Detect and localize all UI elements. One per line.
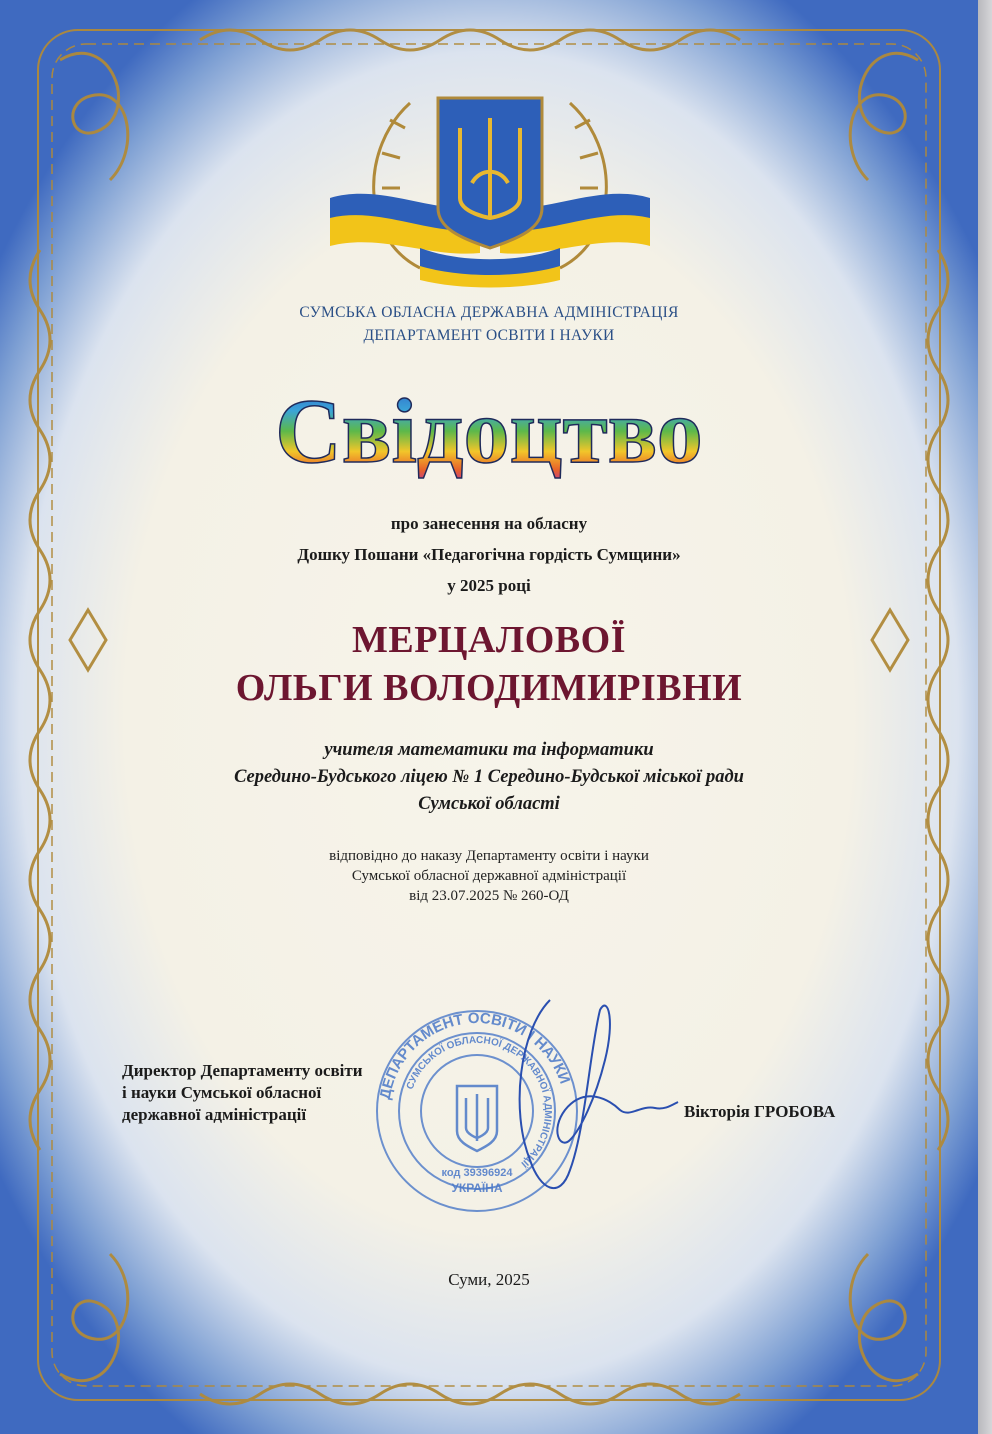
stamp-country: УКРАЇНА [451, 1181, 503, 1195]
role-line-3: Сумської області [418, 794, 560, 814]
department-name: ДЕПАРТАМЕНТ ОСВІТИ І НАУКИ [363, 327, 615, 344]
coat-of-arms-emblem [320, 88, 660, 288]
recipient-given-names: ОЛЬГИ ВОЛОДИМИРІВНИ [235, 667, 743, 709]
role-line-1: учителя математики та інформатики [324, 740, 654, 760]
handwritten-signature [490, 990, 680, 1220]
order-line-3: від 23.07.2025 № 260-ОД [409, 888, 569, 904]
stamp-outer-text: ДЕПАРТАМЕНТ ОСВІТИ І НАУКИ [376, 1009, 574, 1101]
subtitle-line-2: Дошку Пошани «Педагогічна гордість Сумщини» [297, 545, 681, 564]
place-and-year: Суми, 2025 [448, 1270, 530, 1289]
recipient-surname: МЕРЦАЛОВОЇ [352, 619, 626, 661]
certificate-title-text: Свідоцтво [275, 380, 703, 482]
subtitle-line-3: у 2025 році [447, 576, 531, 595]
order-line-2: Сумської обласної державної адміністрації [351, 868, 627, 884]
stamp-code: код 39396924 [441, 1167, 513, 1179]
signatory-position [122, 1060, 363, 1126]
paper-edge-background [978, 0, 992, 1434]
certificate-title [0, 372, 978, 482]
signatory-position-line-2: і науки Сумської обласної [122, 1083, 322, 1102]
stamp-inner-text: СУМСЬКОЇ ОБЛАСНОЇ ДЕРЖАВНОЇ АДМІНІСТРАЦІЇ [404, 1034, 554, 1170]
role-line-2: Середино-Будського ліцею № 1 Середино-Будської міської ради [234, 767, 744, 787]
signatory-name: Вікторія ГРОБОВА [684, 1102, 836, 1121]
subtitle-line-1: про занесення на обласну [390, 514, 588, 533]
organization-name: СУМСЬКА ОБЛАСНА ДЕРЖАВНА АДМІНІСТРАЦІЯ [299, 304, 679, 321]
signatory-position-line-1: Директор Департаменту освіти [122, 1061, 363, 1080]
order-line-1: відповідно до наказу Департаменту освіти і науки [329, 848, 649, 864]
signatory-position-line-3: державної адміністрації [122, 1105, 307, 1124]
